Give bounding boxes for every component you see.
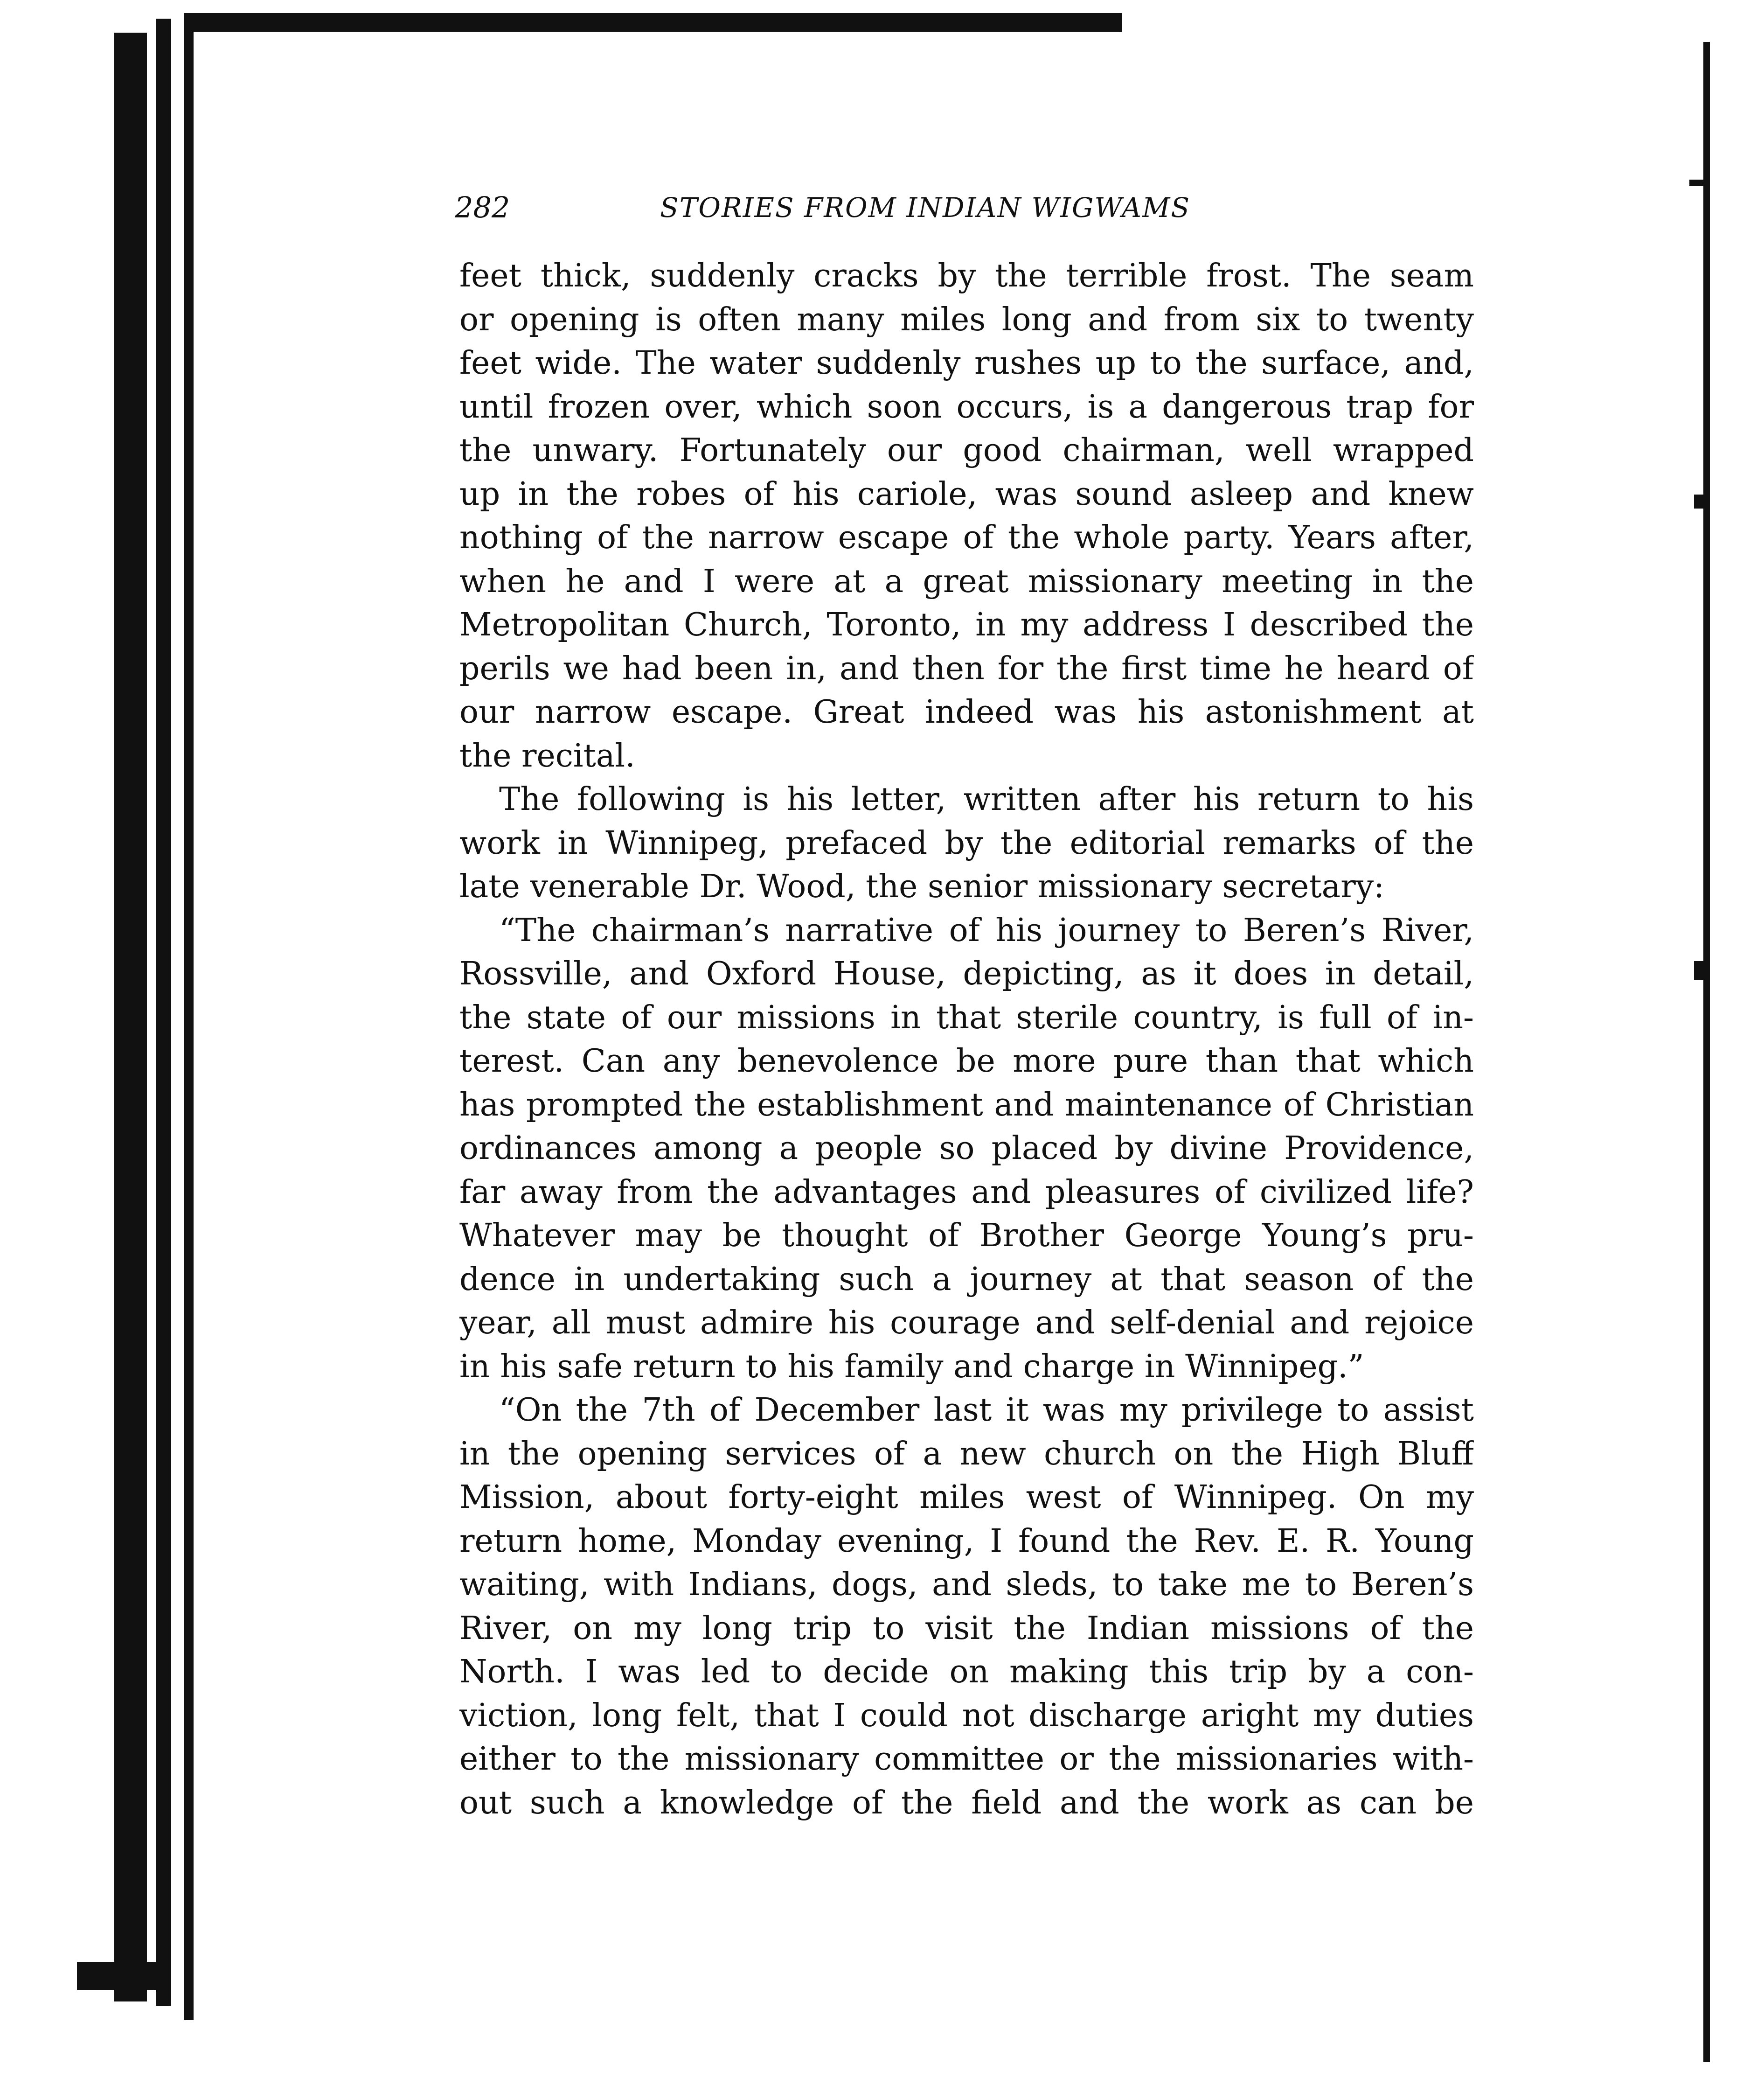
text-line: terest. Can any benevolence be more pure than that which [459,1043,1474,1080]
text-line: perils we had been in, and then for the first time he heard of [459,650,1474,687]
binding-edge-vertical-outer [114,33,147,2001]
binding-edge-top-bar [184,13,1122,32]
text-line: nothing of the narrow escape of the whole party. Years after, [459,519,1474,556]
right-edge-bracket-tick-mid [1694,495,1705,509]
text-line: The following is his letter, written after his return to his [499,781,1474,818]
text-line: in the opening services of a new church on the High Bluff [459,1435,1474,1472]
text-line: ordinances among a people so placed by divine Providence, [459,1130,1474,1167]
text-line: dence in undertaking such a journey at that season of the [459,1261,1474,1298]
binding-edge-vertical-inner [184,19,194,2020]
text-line: North. I was led to decide on making this trip by a con- [459,1653,1474,1690]
text-line: far away from the advantages and pleasures of civilized life? [459,1173,1474,1211]
text-line: either to the missionary committee or the missionaries with- [459,1741,1474,1778]
right-edge-bracket [1703,42,1710,2062]
text-line: viction, long felt, that I could not discharge aright my duties [459,1697,1474,1734]
text-line: the unwary. Fortunately our good chairman, well wrapped [459,432,1474,469]
text-line: Whatever may be thought of Brother George Young’s pru- [459,1217,1474,1254]
text-line: up in the robes of his cariole, was sound asleep and knew [459,475,1474,513]
running-head: STORIES FROM INDIAN WIGWAMS [660,192,1191,223]
text-line: our narrow escape. Great indeed was his astonishment at [459,694,1474,731]
text-line: the state of our missions in that sterile country, is full of in- [459,999,1474,1036]
text-line: feet wide. The water suddenly rushes up to the surface, and, [459,345,1474,382]
text-line: when he and I were at a great missionary meeting in the [459,563,1474,600]
text-line: late venerable Dr. Wood, the senior missionary secretary: [459,868,1385,905]
text-line: until frozen over, which soon occurs, is a dangerous trap for [459,388,1474,425]
text-line: return home, Monday evening, I found the Rev. E. R. Young [459,1522,1474,1560]
text-line: “On the 7th of December last it was my privilege to assist [499,1392,1474,1429]
page-header [455,189,1248,226]
text-line: or opening is often many miles long and from six to twenty [459,301,1474,338]
right-edge-bracket-tick-top [1689,180,1705,186]
text-line: work in Winnipeg, prefaced by the editorial remarks of the [459,824,1474,862]
text-line: in his safe return to his family and charge in Winnipeg.” [459,1348,1364,1385]
text-line: the recital. [459,737,635,774]
text-line: year, all must admire his courage and self-denial and rejoice [459,1304,1474,1341]
text-line: Mission, about forty-eight miles west of Winnipeg. On my [459,1479,1474,1516]
text-line: “The chairman’s narrative of his journey to Beren’s River, [499,912,1474,949]
binding-edge-bottom-bar [77,1962,161,1990]
text-line: Metropolitan Church, Toronto, in my address I described the [459,607,1474,643]
binding-edge-vertical-mid [156,19,171,2006]
text-line: Rossville, and Oxford House, depicting, as it does in detail, [459,955,1474,992]
text-line: waiting, with Indians, dogs, and sleds, to take me to Beren’s [459,1566,1474,1603]
body-text [459,254,1474,1825]
page-number: 282 [455,190,510,224]
text-line: feet thick, suddenly cracks by the terrible frost. The seam [459,258,1474,294]
text-line: River, on my long trip to visit the Indian missions of the [459,1610,1474,1647]
text-line: out such a knowledge of the field and the work as can be [459,1784,1474,1821]
right-edge-bracket-tick-lower [1694,961,1705,980]
text-line: has prompted the establishment and maintenance of Christian [459,1086,1474,1123]
